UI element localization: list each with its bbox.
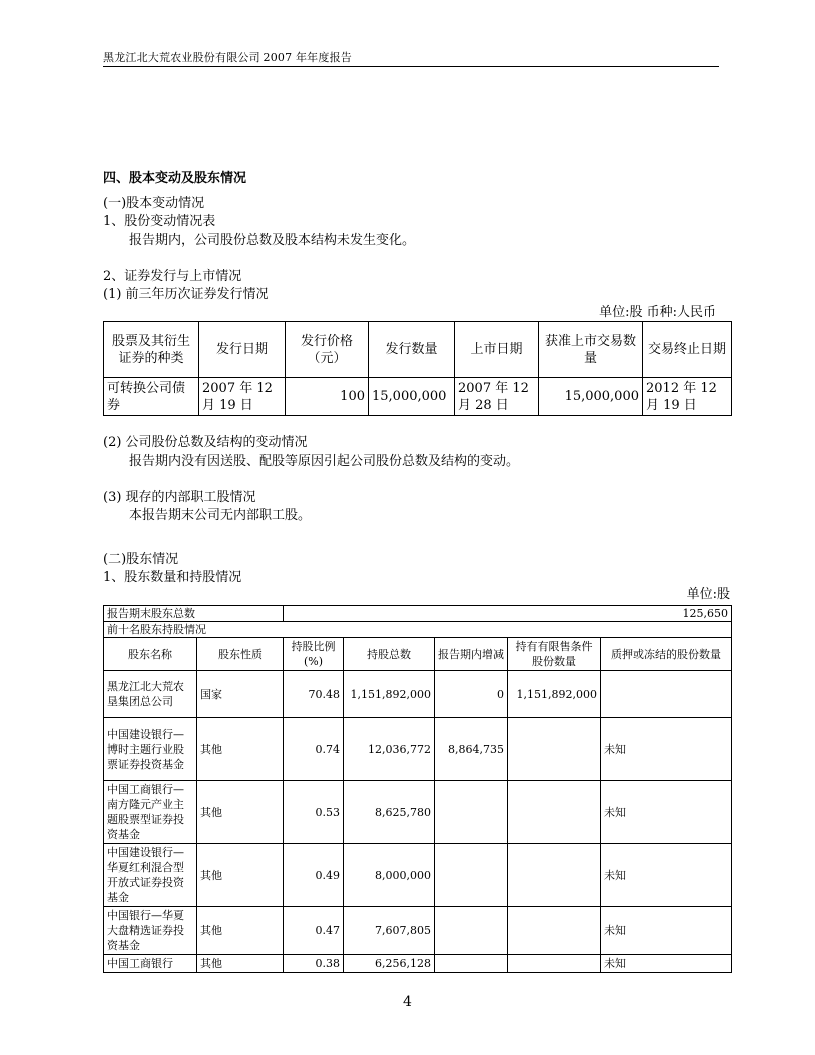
table-cell: 8,864,735 (435, 718, 508, 781)
sub3-title: (3) 现存的内部职工股情况 (103, 490, 256, 505)
top10-label: 前十名股东持股情况 (104, 622, 732, 638)
table-cell (601, 671, 732, 718)
total-shareholders-value: 125,650 (284, 606, 732, 622)
table-cell (435, 955, 508, 973)
table2-unit: 单位:股 (686, 587, 730, 602)
table-cell: 8,625,780 (344, 781, 435, 844)
shareholders-table (103, 605, 732, 973)
table-header: 上市日期 (455, 322, 539, 378)
securities-issuance-table (103, 321, 732, 416)
table-header: 质押或冻结的股份数量 (601, 638, 732, 671)
table-row (104, 955, 732, 973)
table-cell: 12,036,772 (344, 718, 435, 781)
table-cell: 其他 (197, 844, 284, 907)
table-cell: 未知 (601, 718, 732, 781)
table-cell: 未知 (601, 955, 732, 973)
table-cell: 7,607,805 (344, 907, 435, 955)
table-cell: 2007 年 12 月 28 日 (455, 378, 539, 416)
sub1-title: (1) 前三年历次证券发行情况 (103, 287, 269, 302)
header-rule (103, 66, 719, 67)
table-header: 发行日期 (199, 322, 286, 378)
table-cell: 中国建设银行—博时主题行业股票证券投资基金 (104, 718, 197, 781)
table-cell (435, 844, 508, 907)
table-header: 发行价格（元） (286, 322, 369, 378)
table-cell: 15,000,000 (369, 378, 455, 416)
table-cell (508, 844, 601, 907)
table-cell: 1,151,892,000 (508, 671, 601, 718)
section-title: 四、股本变动及股东情况 (103, 171, 247, 186)
table-cell (508, 718, 601, 781)
table-cell: 2012 年 12 月 19 日 (643, 378, 732, 416)
table-header: 股票及其衍生证券的种类 (104, 322, 199, 378)
page-number: 4 (403, 994, 412, 1010)
table-cell: 0.47 (284, 907, 344, 955)
table-cell: 中国工商银行 (104, 955, 197, 973)
sub3-text: 本报告期末公司无内部职工股。 (129, 508, 312, 523)
table-cell: 可转换公司债券 (104, 378, 199, 416)
table-cell: 0.74 (284, 718, 344, 781)
item1-text: 报告期内，公司股份总数及股本结构未发生变化。 (129, 233, 416, 248)
table1-unit: 单位:股 币种:人民币 (599, 305, 716, 320)
table-cell: 未知 (601, 844, 732, 907)
table-header: 报告期内增减 (435, 638, 508, 671)
table-cell: 中国工商银行—南方隆元产业主题股票型证券投资基金 (104, 781, 197, 844)
table-row (104, 844, 732, 907)
part2-item1-title: 1、股东数量和持股情况 (103, 570, 242, 585)
table-cell (435, 907, 508, 955)
table-cell: 中国建设银行—华夏红利混合型开放式证券投资基金 (104, 844, 197, 907)
table-cell: 15,000,000 (539, 378, 643, 416)
table-header: 股东名称 (104, 638, 197, 671)
table-cell: 6,256,128 (344, 955, 435, 973)
table-header: 持有有限售条件股份数量 (508, 638, 601, 671)
total-shareholders-label: 报告期末股东总数 (104, 606, 284, 622)
part2-title: (二)股东情况 (103, 552, 179, 567)
table-header: 交易终止日期 (643, 322, 732, 378)
table-cell: 8,000,000 (344, 844, 435, 907)
table-cell: 1,151,892,000 (344, 671, 435, 718)
table-header: 股东性质 (197, 638, 284, 671)
table-cell: 其他 (197, 955, 284, 973)
table-cell: 0.53 (284, 781, 344, 844)
table-cell: 其他 (197, 781, 284, 844)
item1-title: 1、股份变动情况表 (103, 214, 216, 229)
table-cell: 70.48 (284, 671, 344, 718)
table-cell: 黑龙江北大荒农垦集团总公司 (104, 671, 197, 718)
table-cell: 未知 (601, 907, 732, 955)
table-row (104, 781, 732, 844)
item2-title: 2、证券发行与上市情况 (103, 269, 242, 284)
table-cell (508, 955, 601, 973)
table-cell: 国家 (197, 671, 284, 718)
table-row (104, 907, 732, 955)
table-cell: 其他 (197, 907, 284, 955)
table-cell: 0.38 (284, 955, 344, 973)
page-header: 黑龙江北大荒农业股份有限公司 2007 年年度报告 (103, 51, 352, 64)
table-row (104, 718, 732, 781)
table-cell: 其他 (197, 718, 284, 781)
table-row (104, 378, 732, 416)
table-cell: 100 (286, 378, 369, 416)
sub2-text: 报告期内没有因送股、配股等原因引起公司股份总数及结构的变动。 (129, 454, 520, 469)
table-header: 持股总数 (344, 638, 435, 671)
table-cell (508, 781, 601, 844)
table-cell: 2007 年 12 月 19 日 (199, 378, 286, 416)
table-row (104, 671, 732, 718)
table-header: 发行数量 (369, 322, 455, 378)
sub2-title: (2) 公司股份总数及结构的变动情况 (103, 435, 308, 450)
table-cell (435, 781, 508, 844)
part1-title: (一)股本变动情况 (103, 196, 205, 211)
table-header: 持股比例(%) (284, 638, 344, 671)
table-cell (508, 907, 601, 955)
table-cell: 未知 (601, 781, 732, 844)
table-cell: 0 (435, 671, 508, 718)
table-cell: 中国银行—华夏大盘精选证券投资基金 (104, 907, 197, 955)
table-cell: 0.49 (284, 844, 344, 907)
table-header: 获准上市交易数量 (539, 322, 643, 378)
